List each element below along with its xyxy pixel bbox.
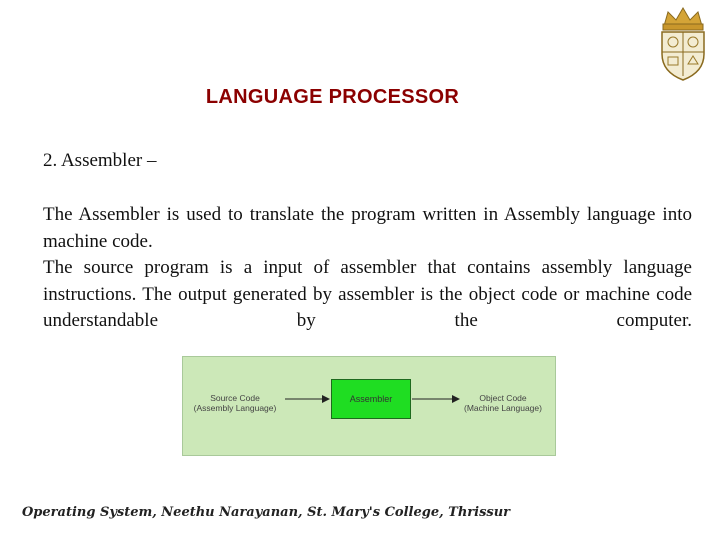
- assembler-diagram: [182, 356, 556, 456]
- object-code-line1: Object Code: [479, 393, 527, 403]
- source-code-label: [187, 393, 283, 413]
- slide-title: LANGUAGE PROCESSOR: [205, 86, 460, 108]
- object-code-label: [455, 393, 551, 413]
- body-text: [43, 202, 692, 335]
- assembler-box: Assembler: [331, 379, 411, 419]
- section-subheading: 2. Assembler –: [43, 150, 157, 171]
- source-code-line2: (Assembly Language): [193, 403, 277, 413]
- object-code-line2: (Machine Language): [464, 403, 542, 413]
- paragraph-2: The source program is a input of assembler that contains assembly language instructions. The output generated by assembler is the object code or machine code understandable by the computer.: [43, 257, 692, 331]
- paragraph-1: The Assembler is used to translate the program written in Assembly language into machine code.: [43, 204, 692, 252]
- college-crest-icon: [650, 4, 716, 84]
- source-code-line1: Source Code: [210, 393, 260, 403]
- slide-footer: Operating System, Neethu Narayanan, St. Mary's College, Thrissur: [21, 505, 511, 520]
